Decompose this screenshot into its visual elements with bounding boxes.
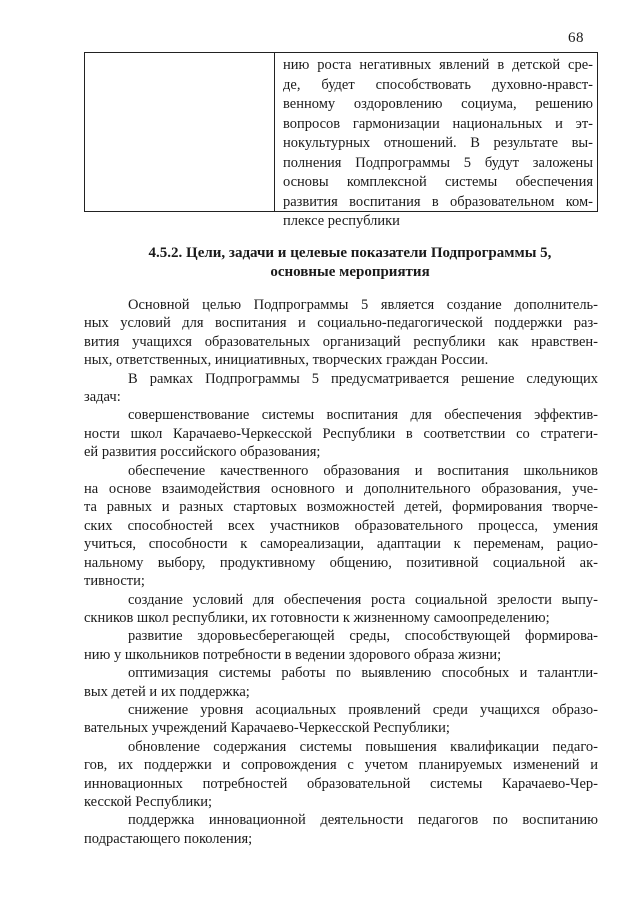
table-text-line: вопросов гармонизации национальных и эт- — [283, 115, 593, 132]
task-item — [84, 701, 598, 738]
paragraph-line: Основной целью Подпрограммы 5 является создание дополнитель- — [128, 297, 598, 313]
table-text-line: нию роста негативных явлений в детской сре- — [283, 57, 593, 73]
paragraph-line: развитие здоровьесберегающей среды, способствующей формирова- — [128, 628, 598, 645]
table-text-line: нокультурных отношений. В результате вы- — [283, 135, 593, 151]
table-text-line: плексе республики — [283, 213, 400, 229]
paragraph-main-goal — [84, 296, 598, 370]
task-item — [84, 406, 598, 461]
paragraph-line: вых детей и их поддержка; — [84, 683, 250, 700]
paragraph-line: ских способностей всех участников образовательного процесса, умения — [84, 517, 598, 534]
paragraph-tasks-intro — [84, 370, 598, 407]
paragraph-line: снижение уровня асоциальных проявлений среди учащихся образо- — [128, 701, 598, 718]
paragraph-line: ных условий для воспитания и социально-педагогической поддержки раз- — [84, 315, 598, 332]
table-left-cell — [85, 53, 275, 211]
paragraph-line: ных, ответственных, инициативных, творческих граждан России. — [84, 352, 489, 369]
body-text — [84, 296, 598, 848]
page-number: 68 — [568, 30, 584, 46]
table-right-cell — [275, 53, 597, 229]
paragraph-line: вития учащихся образовательных организаций республики как нравствен- — [84, 333, 598, 350]
paragraph-line: совершенствование системы воспитания для обеспечения эффектив- — [128, 407, 598, 424]
table-text-line: де, будет способствовать духовно-нравст- — [283, 76, 593, 93]
paragraph-line: та равных и разных стартовых возможностей детей, формирования творче- — [84, 499, 598, 516]
paragraph-line: нию у школьников потребности в ведении здорового образа жизни; — [84, 646, 502, 663]
paragraph-line: обновление содержания системы повышения квалификации педаго- — [128, 738, 598, 755]
paragraph-line: оптимизация системы работы по выявлению способных и талантли- — [128, 665, 598, 682]
section-heading-line: 4.5.2. Цели, задачи и целевые показатели Подпрограммы 5, — [148, 245, 552, 261]
task-item — [84, 462, 598, 591]
paragraph-line: скников школ республики, их готовности к жизненному самоопределению; — [84, 609, 550, 626]
paragraph-line: кесской Республики; — [84, 793, 213, 810]
paragraph-line: нальному выбору, продуктивному общению, позитивной социальной ак- — [84, 554, 598, 571]
paragraph-line: задач: — [84, 389, 121, 406]
task-item — [84, 738, 598, 812]
continuation-table — [84, 52, 598, 229]
paragraph-line: подрастающего поколения; — [84, 830, 253, 847]
task-item — [84, 591, 598, 628]
section-heading-line: основные мероприятия — [270, 264, 430, 280]
paragraph-line: учиться, способности к самореализации, адаптации к переменам, рацио- — [84, 536, 598, 553]
paragraph-line: вательных учреждений Карачаево-Черкесской Республики; — [84, 720, 450, 737]
task-item — [84, 811, 598, 848]
paragraph-line: поддержка инновационной деятельности педагогов по воспитанию — [128, 812, 598, 829]
task-item — [84, 664, 598, 701]
table-text-line: основы комплексной системы обеспечения — [283, 174, 593, 190]
paragraph-line: В рамках Подпрограммы 5 предусматривается решение следующих — [128, 370, 598, 387]
table-text-line: полнения Подпрограммы 5 будут заложены — [283, 154, 593, 171]
paragraph-line: обеспечение качественного образования и воспитания школьников — [128, 462, 598, 479]
paragraph-line: тивности; — [84, 573, 145, 590]
table-text-line: развития воспитания в образовательном ком- — [283, 193, 593, 210]
paragraph-line: гов, их поддержки и сопровождения с учетом планируемых изменений и — [84, 757, 598, 774]
table-text-line: венному оздоровлению социума, решению — [283, 96, 593, 112]
task-item — [84, 627, 598, 664]
paragraph-line: ности школ Карачаево-Черкесской Республики в соответствии со стратеги- — [84, 425, 598, 442]
paragraph-line: ей развития российского образования; — [84, 444, 321, 461]
paragraph-line: на основе взаимодействия основного и дополнительного образования, уче- — [84, 481, 598, 498]
paragraph-line: создание условий для обеспечения роста социальной зрелости выпу- — [128, 591, 598, 608]
section-heading — [90, 244, 610, 282]
paragraph-line: инновационных потребностей образовательной системы Карачаево-Чер- — [84, 775, 598, 792]
